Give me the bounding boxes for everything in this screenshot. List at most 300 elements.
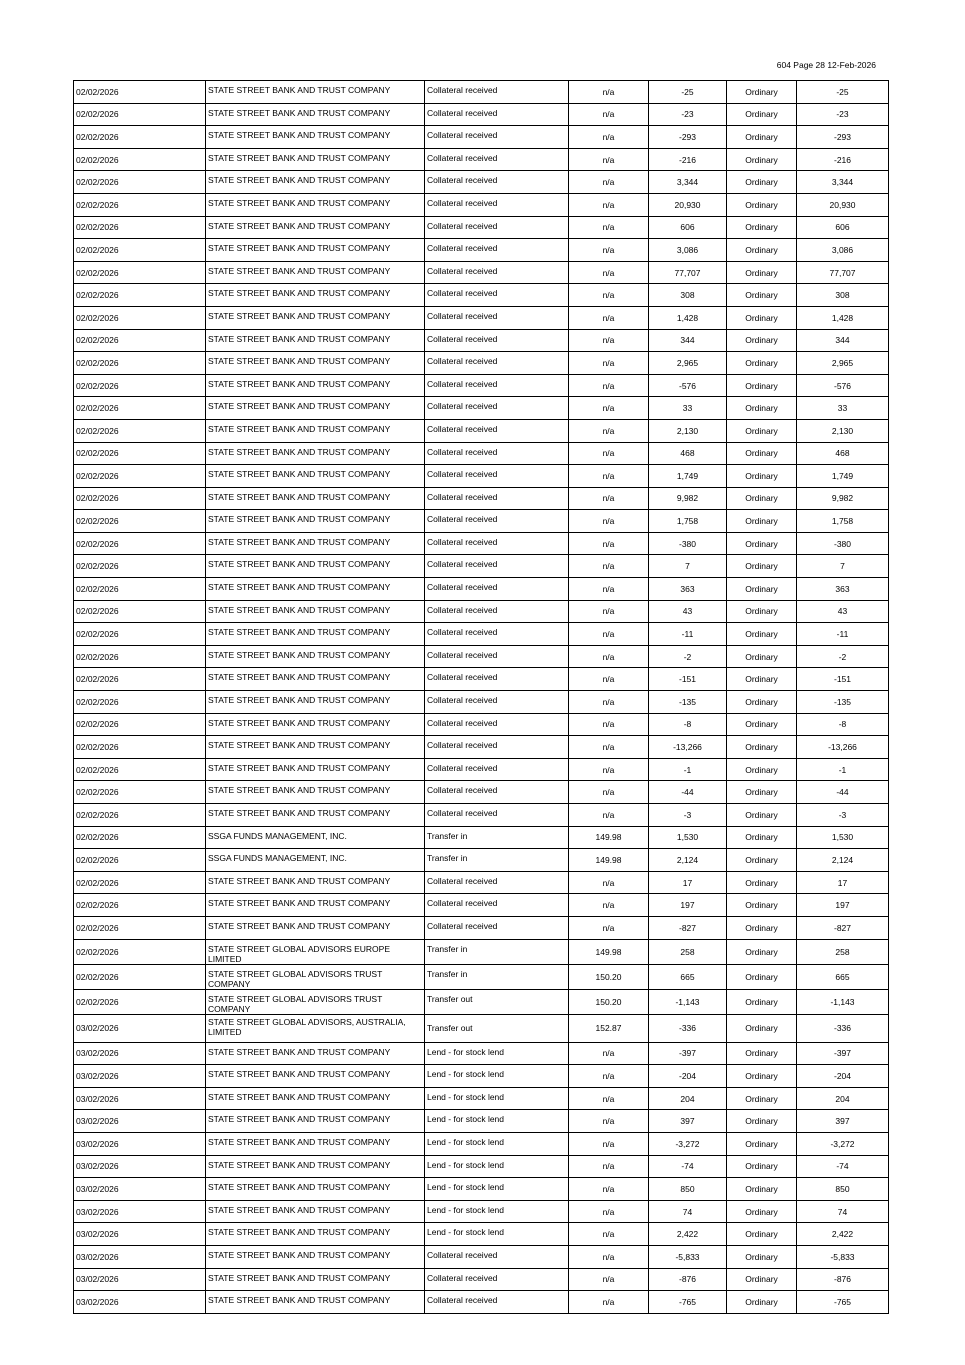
nature-cell: Collateral received (425, 148, 569, 171)
entity-cell: STATE STREET BANK AND TRUST COMPANY (206, 871, 425, 894)
date-cell: 02/02/2026 (74, 148, 206, 171)
table-row (74, 871, 889, 894)
votes-cell: 17 (797, 871, 889, 894)
quantity-cell: -3 (649, 804, 727, 827)
table-row (74, 193, 889, 216)
table-row (74, 1178, 889, 1201)
price-cell: n/a (569, 261, 649, 284)
votes-cell: -25 (797, 81, 889, 104)
date-cell: 02/02/2026 (74, 465, 206, 488)
nature-cell: Collateral received (425, 758, 569, 781)
class-cell: Ordinary (727, 419, 797, 442)
price-cell: n/a (569, 148, 649, 171)
price-cell: n/a (569, 442, 649, 465)
quantity-cell: -827 (649, 916, 727, 939)
quantity-cell: 308 (649, 284, 727, 307)
nature-cell: Collateral received (425, 171, 569, 194)
votes-cell: 606 (797, 216, 889, 239)
table-row (74, 329, 889, 352)
date-cell: 02/02/2026 (74, 171, 206, 194)
nature-cell: Collateral received (425, 713, 569, 736)
price-cell: 149.98 (569, 826, 649, 849)
class-cell: Ordinary (727, 193, 797, 216)
entity-cell: STATE STREET BANK AND TRUST COMPANY (206, 532, 425, 555)
entity-cell: STATE STREET BANK AND TRUST COMPANY (206, 668, 425, 691)
class-cell: Ordinary (727, 1155, 797, 1178)
price-cell: n/a (569, 352, 649, 375)
entity-cell: STATE STREET BANK AND TRUST COMPANY (206, 623, 425, 646)
class-cell: Ordinary (727, 374, 797, 397)
quantity-cell: 197 (649, 894, 727, 917)
nature-cell: Collateral received (425, 487, 569, 510)
nature-cell: Collateral received (425, 781, 569, 804)
class-cell: Ordinary (727, 964, 797, 989)
votes-cell: 344 (797, 329, 889, 352)
class-cell: Ordinary (727, 1291, 797, 1314)
quantity-cell: 3,344 (649, 171, 727, 194)
table-row (74, 1132, 889, 1155)
date-cell: 03/02/2026 (74, 1042, 206, 1065)
transaction-table (73, 80, 889, 1314)
class-cell: Ordinary (727, 1087, 797, 1110)
quantity-cell: 3,086 (649, 239, 727, 262)
entity-cell: STATE STREET BANK AND TRUST COMPANY (206, 894, 425, 917)
nature-cell: Collateral received (425, 804, 569, 827)
price-cell: n/a (569, 510, 649, 533)
entity-cell: STATE STREET BANK AND TRUST COMPANY (206, 306, 425, 329)
nature-cell: Lend - for stock lend (425, 1200, 569, 1223)
class-cell: Ordinary (727, 284, 797, 307)
entity-cell: STATE STREET BANK AND TRUST COMPANY (206, 1065, 425, 1088)
entity-cell: STATE STREET BANK AND TRUST COMPANY (206, 1223, 425, 1246)
quantity-cell: 2,130 (649, 419, 727, 442)
class-cell: Ordinary (727, 804, 797, 827)
price-cell: n/a (569, 781, 649, 804)
quantity-cell: 9,982 (649, 487, 727, 510)
price-cell: n/a (569, 1132, 649, 1155)
class-cell: Ordinary (727, 826, 797, 849)
entity-cell: STATE STREET BANK AND TRUST COMPANY (206, 781, 425, 804)
nature-cell: Collateral received (425, 894, 569, 917)
votes-cell: -216 (797, 148, 889, 171)
entity-cell: STATE STREET BANK AND TRUST COMPANY (206, 216, 425, 239)
quantity-cell: 2,422 (649, 1223, 727, 1246)
votes-cell: 33 (797, 397, 889, 420)
class-cell: Ordinary (727, 487, 797, 510)
table-row (74, 397, 889, 420)
price-cell: n/a (569, 713, 649, 736)
class-cell: Ordinary (727, 939, 797, 964)
table-row (74, 691, 889, 714)
quantity-cell: -44 (649, 781, 727, 804)
entity-cell: STATE STREET BANK AND TRUST COMPANY (206, 397, 425, 420)
class-cell: Ordinary (727, 329, 797, 352)
quantity-cell: 33 (649, 397, 727, 420)
quantity-cell: -876 (649, 1268, 727, 1291)
quantity-cell: -1,143 (649, 989, 727, 1014)
table-row (74, 1110, 889, 1133)
nature-cell: Collateral received (425, 81, 569, 104)
price-cell: n/a (569, 600, 649, 623)
table-row (74, 239, 889, 262)
nature-cell: Collateral received (425, 261, 569, 284)
date-cell: 02/02/2026 (74, 600, 206, 623)
entity-cell: STATE STREET GLOBAL ADVISORS EUROPE LIMITED (206, 939, 425, 964)
votes-cell: 9,982 (797, 487, 889, 510)
date-cell: 02/02/2026 (74, 939, 206, 964)
entity-cell: STATE STREET BANK AND TRUST COMPANY (206, 148, 425, 171)
date-cell: 02/02/2026 (74, 691, 206, 714)
table-row (74, 1087, 889, 1110)
price-cell: n/a (569, 1223, 649, 1246)
date-cell: 02/02/2026 (74, 916, 206, 939)
nature-cell: Collateral received (425, 1268, 569, 1291)
nature-cell: Collateral received (425, 419, 569, 442)
nature-cell: Collateral received (425, 193, 569, 216)
nature-cell: Collateral received (425, 216, 569, 239)
class-cell: Ordinary (727, 352, 797, 375)
votes-cell: 197 (797, 894, 889, 917)
nature-cell: Collateral received (425, 239, 569, 262)
price-cell: 152.87 (569, 1014, 649, 1042)
price-cell: n/a (569, 645, 649, 668)
quantity-cell: -576 (649, 374, 727, 397)
votes-cell: 20,930 (797, 193, 889, 216)
price-cell: n/a (569, 623, 649, 646)
class-cell: Ordinary (727, 916, 797, 939)
nature-cell: Lend - for stock lend (425, 1110, 569, 1133)
votes-cell: 363 (797, 578, 889, 601)
date-cell: 02/02/2026 (74, 487, 206, 510)
price-cell: n/a (569, 216, 649, 239)
date-cell: 02/02/2026 (74, 81, 206, 104)
date-cell: 02/02/2026 (74, 419, 206, 442)
nature-cell: Collateral received (425, 645, 569, 668)
price-cell: n/a (569, 758, 649, 781)
quantity-cell: 2,124 (649, 849, 727, 872)
table-row (74, 781, 889, 804)
entity-cell: STATE STREET BANK AND TRUST COMPANY (206, 487, 425, 510)
date-cell: 02/02/2026 (74, 216, 206, 239)
quantity-cell: 1,758 (649, 510, 727, 533)
entity-cell: STATE STREET BANK AND TRUST COMPANY (206, 374, 425, 397)
class-cell: Ordinary (727, 781, 797, 804)
date-cell: 03/02/2026 (74, 1200, 206, 1223)
quantity-cell: 1,530 (649, 826, 727, 849)
class-cell: Ordinary (727, 668, 797, 691)
date-cell: 02/02/2026 (74, 126, 206, 149)
quantity-cell: -74 (649, 1155, 727, 1178)
quantity-cell: 468 (649, 442, 727, 465)
entity-cell: STATE STREET BANK AND TRUST COMPANY (206, 555, 425, 578)
date-cell: 03/02/2026 (74, 1110, 206, 1133)
entity-cell: STATE STREET BANK AND TRUST COMPANY (206, 736, 425, 759)
date-cell: 03/02/2026 (74, 1291, 206, 1314)
price-cell: n/a (569, 81, 649, 104)
entity-cell: STATE STREET BANK AND TRUST COMPANY (206, 713, 425, 736)
table-row (74, 442, 889, 465)
table-row (74, 1223, 889, 1246)
price-cell: n/a (569, 668, 649, 691)
votes-cell: -74 (797, 1155, 889, 1178)
entity-cell: STATE STREET BANK AND TRUST COMPANY (206, 1087, 425, 1110)
nature-cell: Lend - for stock lend (425, 1223, 569, 1246)
quantity-cell: -25 (649, 81, 727, 104)
price-cell: n/a (569, 1110, 649, 1133)
price-cell: n/a (569, 1042, 649, 1065)
entity-cell: STATE STREET BANK AND TRUST COMPANY (206, 239, 425, 262)
quantity-cell: -216 (649, 148, 727, 171)
class-cell: Ordinary (727, 1178, 797, 1201)
votes-cell: -11 (797, 623, 889, 646)
price-cell: n/a (569, 1291, 649, 1314)
votes-cell: -397 (797, 1042, 889, 1065)
votes-cell: 258 (797, 939, 889, 964)
class-cell: Ordinary (727, 532, 797, 555)
class-cell: Ordinary (727, 81, 797, 104)
class-cell: Ordinary (727, 758, 797, 781)
table-row (74, 103, 889, 126)
nature-cell: Collateral received (425, 284, 569, 307)
class-cell: Ordinary (727, 691, 797, 714)
entity-cell: STATE STREET BANK AND TRUST COMPANY (206, 193, 425, 216)
votes-cell: 77,707 (797, 261, 889, 284)
nature-cell: Collateral received (425, 736, 569, 759)
price-cell: n/a (569, 736, 649, 759)
entity-cell: STATE STREET BANK AND TRUST COMPANY (206, 1155, 425, 1178)
price-cell: n/a (569, 691, 649, 714)
quantity-cell: 850 (649, 1178, 727, 1201)
entity-cell: STATE STREET BANK AND TRUST COMPANY (206, 691, 425, 714)
votes-cell: 1,749 (797, 465, 889, 488)
table-row (74, 216, 889, 239)
price-cell: n/a (569, 465, 649, 488)
date-cell: 02/02/2026 (74, 261, 206, 284)
table-row (74, 1200, 889, 1223)
quantity-cell: -765 (649, 1291, 727, 1314)
votes-cell: -1,143 (797, 989, 889, 1014)
date-cell: 02/02/2026 (74, 849, 206, 872)
class-cell: Ordinary (727, 239, 797, 262)
date-cell: 02/02/2026 (74, 964, 206, 989)
nature-cell: Collateral received (425, 1291, 569, 1314)
date-cell: 02/02/2026 (74, 826, 206, 849)
nature-cell: Collateral received (425, 600, 569, 623)
date-cell: 02/02/2026 (74, 397, 206, 420)
votes-cell: 2,422 (797, 1223, 889, 1246)
price-cell: n/a (569, 306, 649, 329)
nature-cell: Collateral received (425, 374, 569, 397)
date-cell: 03/02/2026 (74, 1132, 206, 1155)
table-row (74, 939, 889, 964)
date-cell: 02/02/2026 (74, 871, 206, 894)
votes-cell: -8 (797, 713, 889, 736)
price-cell: n/a (569, 1200, 649, 1223)
votes-cell: -135 (797, 691, 889, 714)
date-cell: 02/02/2026 (74, 352, 206, 375)
table-row (74, 645, 889, 668)
nature-cell: Collateral received (425, 465, 569, 488)
quantity-cell: -336 (649, 1014, 727, 1042)
quantity-cell: -11 (649, 623, 727, 646)
table-row (74, 713, 889, 736)
quantity-cell: 397 (649, 1110, 727, 1133)
price-cell: n/a (569, 555, 649, 578)
entity-cell: STATE STREET BANK AND TRUST COMPANY (206, 1200, 425, 1223)
date-cell: 02/02/2026 (74, 623, 206, 646)
quantity-cell: -3,272 (649, 1132, 727, 1155)
page-header: 604 Page 28 12-Feb-2026 (776, 60, 876, 70)
quantity-cell: -13,266 (649, 736, 727, 759)
price-cell: n/a (569, 171, 649, 194)
votes-cell: 2,130 (797, 419, 889, 442)
entity-cell: STATE STREET BANK AND TRUST COMPANY (206, 442, 425, 465)
class-cell: Ordinary (727, 1014, 797, 1042)
class-cell: Ordinary (727, 713, 797, 736)
votes-cell: -293 (797, 126, 889, 149)
table-row (74, 964, 889, 989)
class-cell: Ordinary (727, 1132, 797, 1155)
price-cell: n/a (569, 397, 649, 420)
entity-cell: STATE STREET BANK AND TRUST COMPANY (206, 1268, 425, 1291)
nature-cell: Collateral received (425, 352, 569, 375)
table-row (74, 578, 889, 601)
class-cell: Ordinary (727, 306, 797, 329)
votes-cell: -13,266 (797, 736, 889, 759)
class-cell: Ordinary (727, 465, 797, 488)
date-cell: 02/02/2026 (74, 804, 206, 827)
votes-cell: 2,965 (797, 352, 889, 375)
date-cell: 02/02/2026 (74, 668, 206, 691)
nature-cell: Collateral received (425, 691, 569, 714)
entity-cell: STATE STREET BANK AND TRUST COMPANY (206, 1042, 425, 1065)
date-cell: 02/02/2026 (74, 284, 206, 307)
table-row (74, 600, 889, 623)
votes-cell: -204 (797, 1065, 889, 1088)
table-row (74, 916, 889, 939)
price-cell: n/a (569, 329, 649, 352)
table-row (74, 510, 889, 533)
date-cell: 03/02/2026 (74, 1178, 206, 1201)
class-cell: Ordinary (727, 871, 797, 894)
class-cell: Ordinary (727, 600, 797, 623)
nature-cell: Transfer in (425, 964, 569, 989)
class-cell: Ordinary (727, 216, 797, 239)
entity-cell: STATE STREET BANK AND TRUST COMPANY (206, 1110, 425, 1133)
table-row (74, 736, 889, 759)
nature-cell: Lend - for stock lend (425, 1065, 569, 1088)
votes-cell: 665 (797, 964, 889, 989)
votes-cell: 850 (797, 1178, 889, 1201)
date-cell: 02/02/2026 (74, 894, 206, 917)
class-cell: Ordinary (727, 1110, 797, 1133)
table-row (74, 465, 889, 488)
quantity-cell: 344 (649, 329, 727, 352)
price-cell: n/a (569, 103, 649, 126)
table-row (74, 668, 889, 691)
price-cell: n/a (569, 419, 649, 442)
price-cell: n/a (569, 487, 649, 510)
nature-cell: Lend - for stock lend (425, 1042, 569, 1065)
price-cell: n/a (569, 1065, 649, 1088)
entity-cell: STATE STREET BANK AND TRUST COMPANY (206, 284, 425, 307)
table-row (74, 148, 889, 171)
date-cell: 02/02/2026 (74, 781, 206, 804)
quantity-cell: 77,707 (649, 261, 727, 284)
class-cell: Ordinary (727, 148, 797, 171)
nature-cell: Collateral received (425, 397, 569, 420)
nature-cell: Lend - for stock lend (425, 1087, 569, 1110)
price-cell: 150.20 (569, 989, 649, 1014)
price-cell: n/a (569, 578, 649, 601)
nature-cell: Transfer out (425, 1014, 569, 1042)
date-cell: 03/02/2026 (74, 1268, 206, 1291)
table-row (74, 374, 889, 397)
votes-cell: -827 (797, 916, 889, 939)
table-row (74, 758, 889, 781)
price-cell: n/a (569, 1268, 649, 1291)
date-cell: 03/02/2026 (74, 1155, 206, 1178)
nature-cell: Transfer in (425, 939, 569, 964)
price-cell: 149.98 (569, 849, 649, 872)
nature-cell: Collateral received (425, 555, 569, 578)
entity-cell: STATE STREET BANK AND TRUST COMPANY (206, 578, 425, 601)
class-cell: Ordinary (727, 894, 797, 917)
quantity-cell: -380 (649, 532, 727, 555)
entity-cell: STATE STREET BANK AND TRUST COMPANY (206, 645, 425, 668)
entity-cell: STATE STREET BANK AND TRUST COMPANY (206, 916, 425, 939)
date-cell: 02/02/2026 (74, 645, 206, 668)
quantity-cell: 363 (649, 578, 727, 601)
votes-cell: 204 (797, 1087, 889, 1110)
entity-cell: STATE STREET BANK AND TRUST COMPANY (206, 261, 425, 284)
votes-cell: -576 (797, 374, 889, 397)
entity-cell: STATE STREET BANK AND TRUST COMPANY (206, 171, 425, 194)
votes-cell: -765 (797, 1291, 889, 1314)
quantity-cell: -135 (649, 691, 727, 714)
date-cell: 02/02/2026 (74, 103, 206, 126)
table-row (74, 826, 889, 849)
votes-cell: 1,428 (797, 306, 889, 329)
class-cell: Ordinary (727, 1042, 797, 1065)
quantity-cell: -204 (649, 1065, 727, 1088)
entity-cell: STATE STREET BANK AND TRUST COMPANY (206, 758, 425, 781)
table-row (74, 989, 889, 1014)
table-row (74, 1268, 889, 1291)
table-row (74, 81, 889, 104)
nature-cell: Transfer in (425, 826, 569, 849)
table-row (74, 261, 889, 284)
date-cell: 03/02/2026 (74, 1245, 206, 1268)
table-row (74, 171, 889, 194)
class-cell: Ordinary (727, 989, 797, 1014)
quantity-cell: 258 (649, 939, 727, 964)
date-cell: 02/02/2026 (74, 532, 206, 555)
votes-cell: -2 (797, 645, 889, 668)
price-cell: 150.20 (569, 964, 649, 989)
quantity-cell: 1,428 (649, 306, 727, 329)
price-cell: n/a (569, 1155, 649, 1178)
entity-cell: STATE STREET BANK AND TRUST COMPANY (206, 465, 425, 488)
table-row (74, 487, 889, 510)
class-cell: Ordinary (727, 126, 797, 149)
class-cell: Ordinary (727, 171, 797, 194)
votes-cell: 308 (797, 284, 889, 307)
date-cell: 02/02/2026 (74, 374, 206, 397)
votes-cell: 74 (797, 1200, 889, 1223)
table-row (74, 849, 889, 872)
table-row (74, 1245, 889, 1268)
